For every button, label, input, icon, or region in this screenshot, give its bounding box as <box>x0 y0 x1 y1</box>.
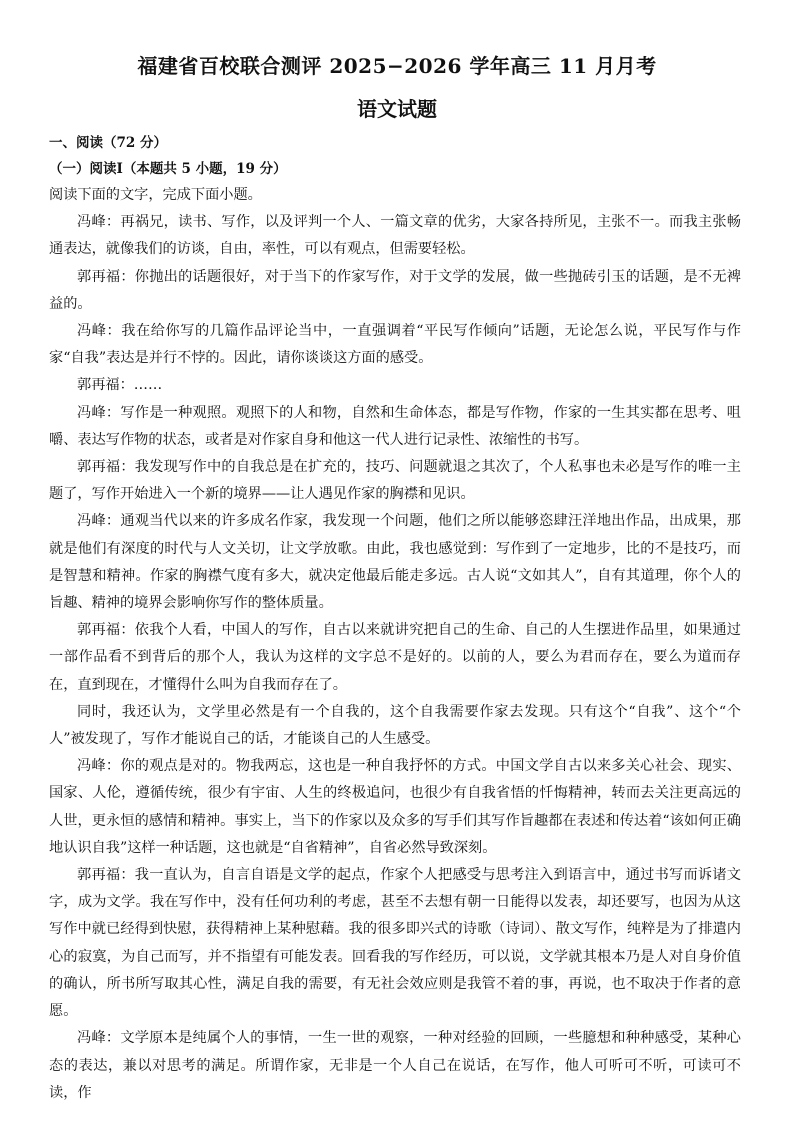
passage-body <box>49 182 741 1107</box>
passage-paragraph: 郭再福：我一直认为，自言自语是文学的起点，作家个人把感受与思考注入到语言中，通过书写而诉诸文字，成为文学。我在写作中，没有任何功利的考虑，甚至不去想有朝一日能得以发表，却还要写，也因为从这写作中就已经得到快慰，获得精神上某种慰藉。我的很多即兴式的诗歌（诗词）、散文写作，纯粹是为了排遣内心的寂寞，为自己而写，并不指望有可能发表。回看我的写作经历，可以说，文学就其根本乃是人对自身价值的确认，所书所写取其心性，满足自我的需要，有无社会效应则是我管不着的事，再说，也不取决于作者的意愿。 <box>49 867 741 1020</box>
passage-paragraph: 郭再福：我发现写作中的自我总是在扩充的，技巧、问题就退之其次了，个人私事也未必是写作的唯一主题了，写作开始进入一个新的境界——让人遇见作家的胸襟和见识。 <box>49 459 741 503</box>
passage-paragraph: 冯峰：写作是一种观照。观照下的人和物，自然和生命体态，都是写作物，作家的一生其实都在思考、咀嚼、表达写作物的状态，或者是对作家自身和他这一代人进行记录性、浓缩性的书写。 <box>49 404 741 448</box>
passage-paragraph: 冯峰：文学原本是纯属个人的事情，一生一世的观察，一种对经验的回顾，一些臆想和种种感受，某种心态的表达，兼以对思考的满足。所谓作家，无非是一个人自己在说话，在写作，他人可听可不听，可读可不读，作 <box>49 1030 741 1101</box>
exam-subtitle: 语文试题 <box>357 97 437 121</box>
passage-paragraph: 冯峰：通观当代以来的许多成名作家，我发现一个问题，他们之所以能够恣肆汪洋地出作品，出成果，那就是他们有深度的时代与人文关切，让文学放歌。由此，我也感觉到：写作到了一定地步，比的不是技巧，而是智慧和精神。作家的胸襟气度有多大，就决定他最后能走多远。古人说“文如其人”，自有其道理，你个人的旨趣、精神的境界会影响你写作的整体质量。 <box>49 513 741 612</box>
exam-title: 福建省百校联合测评 2025−2026 学年高三 11 月月考 <box>137 54 657 78</box>
passage-paragraph: 阅读下面的文字，完成下面小题。 <box>49 187 262 203</box>
subsection-heading: （一）阅读Ⅰ（本题共 5 小题，19 分） <box>49 161 287 177</box>
section-heading: 一、阅读（72 分） <box>49 135 167 151</box>
passage-paragraph: 郭再福：…… <box>77 377 163 394</box>
passage-paragraph: 同时，我还认为，文学里必然是有一个自我的，这个自我需要作家去发现。只有这个“自我”、这个“个人”被发现了，写作才能说自己的话，才能谈自己的人生感受。 <box>49 703 741 748</box>
passage-paragraph: 冯峰：你的观点是对的。物我两忘，这也是一种自我抒怀的方式。中国文学自古以来多关心社会、现实、国家、人伦，遵循传统，很少有宇宙、人生的终极追问，也很少有自我省悟的忏悔精神，转而去关注更高远的人世，更永恒的感情和精神。事实上，当下的作家以及众多的写手们其写作旨趣都在表述和传达着“该如何正确地认识自我”这样一种话题，这也就是“自省精神”，自省必然导致深刻。 <box>49 758 741 856</box>
passage-paragraph: 冯峰：再祸兄，读书、写作，以及评判一个人、一篇文章的优劣，大家各持所见，主张不一。而我主张畅通表达，就像我们的访谈，自由，率性，可以有观点，但需要轻松。 <box>49 214 741 258</box>
passage-paragraph: 郭再福：你抛出的话题很好，对于当下的作家写作，对于文学的发展，做一些抛砖引玉的话题，是不无裨益的。 <box>49 268 741 312</box>
passage-paragraph: 郭再福：依我个人看，中国人的写作，自古以来就讲究把自己的生命、自己的人生摆进作品里，如果通过一部作品看不到背后的那个人，我认为这样的文字总不是好的。以前的人，要么为君而存在，要么为道而存在，直到现在，才懂得什么叫为自我而存在了。 <box>49 622 741 693</box>
passage-paragraph: 冯峰：我在给你写的几篇作品评论当中，一直强调着“平民写作倾向”话题，无论怎么说，平民写作与作家“自我”表达是并行不悖的。因此，请你谈谈这方面的感受。 <box>49 323 741 367</box>
